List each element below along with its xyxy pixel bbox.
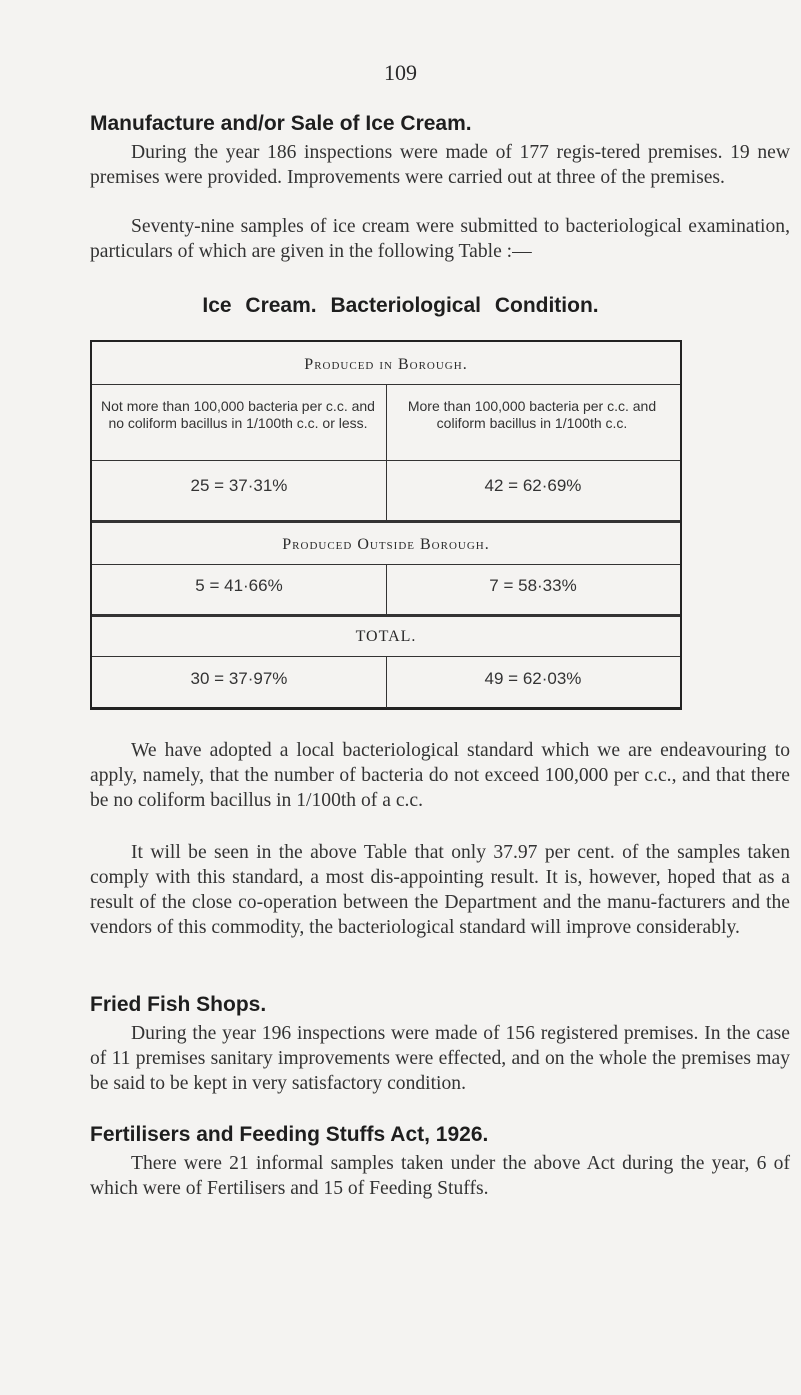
produced-in-borough-header: Produced in Borough. bbox=[304, 356, 468, 373]
fertilisers-heading: Fertilisers and Feeding Stuffs Act, 1926. bbox=[90, 1123, 489, 1146]
total-compliant-value: 30 = 37·97% bbox=[190, 669, 288, 688]
non-compliant-description: More than 100,000 bacteria per c.c. and coliform bacillus in 1/100th c.c. bbox=[407, 398, 657, 431]
page-number: 109 bbox=[384, 60, 417, 85]
column-divider bbox=[386, 564, 387, 614]
fried-fish-heading: Fried Fish Shops. bbox=[90, 993, 267, 1016]
in-borough-non-compliant-value: 42 = 62·69% bbox=[484, 476, 582, 495]
total-header: TOTAL. bbox=[355, 628, 417, 645]
table-title: Ice Cream. Bacteriological Condition. bbox=[202, 294, 599, 317]
fried-fish-paragraph: During the year 196 inspections were made of 156 registered premises. In the case of 11 premises sanitary improvements were effected, and on the whole the premises may be said to be kept in very satisfactory condition. bbox=[90, 1023, 790, 1094]
total-non-compliant-value: 49 = 62·03% bbox=[484, 669, 582, 688]
in-borough-compliant-value: 25 = 37·31% bbox=[190, 476, 288, 495]
ice-cream-paragraph-2: Seventy-nine samples of ice cream were submitted to bacteriological examination, particulars of which are given in the following Table :— bbox=[90, 216, 790, 262]
produced-outside-borough-header: Produced Outside Borough. bbox=[282, 536, 490, 553]
standard-compliant-description: Not more than 100,000 bacteria per c.c. and no coliform bacillus in 1/100th c.c. or less. bbox=[101, 398, 375, 431]
bacteriological-table bbox=[90, 340, 682, 710]
column-divider bbox=[386, 656, 387, 708]
divider bbox=[92, 614, 680, 617]
standard-paragraph-2: It will be seen in the above Table that only 37.97 per cent. of the samples taken comply with this standard, a most dis-appointing result. It is, however, hoped that as a result of the close co-operation between the Department and the manu-facturers and the vendors of this commodity, the bacteriological standard will improve considerably. bbox=[90, 842, 790, 938]
column-divider bbox=[386, 384, 387, 520]
divider bbox=[92, 520, 680, 523]
outside-borough-non-compliant-value: 7 = 58·33% bbox=[489, 576, 577, 595]
standard-paragraph-1: We have adopted a local bacteriological standard which we are endeavouring to apply, namely, that the number of bacteria do not exceed 100,000 per c.c., and that there be no coliform bacillus in 1/100th of a c.c. bbox=[90, 740, 790, 811]
fertilisers-paragraph: There were 21 informal samples taken under the above Act during the year, 6 of which were of Fertilisers and 15 of Feeding Stuffs. bbox=[90, 1153, 790, 1199]
ice-cream-paragraph-1: During the year 186 inspections were made of 177 regis-tered premises. 19 new premises were provided. Improvements were carried out at three of the premises. bbox=[90, 142, 790, 188]
ice-cream-heading: Manufacture and/or Sale of Ice Cream. bbox=[90, 112, 472, 135]
outside-borough-compliant-value: 5 = 41·66% bbox=[195, 576, 283, 595]
